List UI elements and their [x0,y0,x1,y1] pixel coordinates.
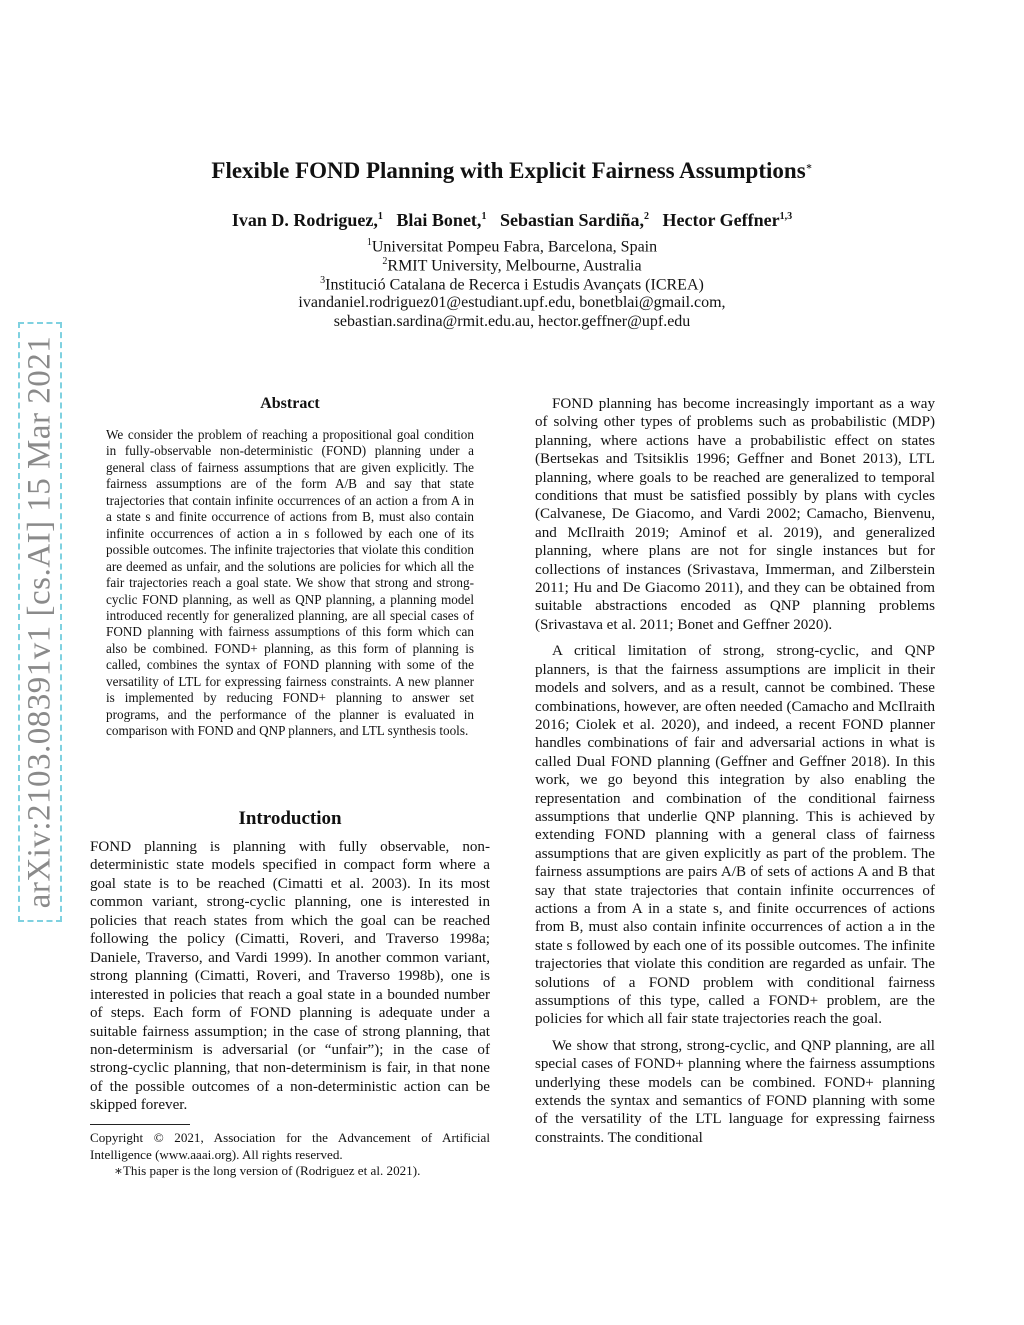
author-name: Ivan D. Rodriguez, [231,210,378,230]
affiliation-line [90,275,934,294]
author-affil-mark: 1 [377,211,383,222]
author-affil-mark: 1 [481,211,487,222]
paragraph: FOND planning is planning with fully observable, non-deterministic state models specified in compact form where a goal state is to be reached (Cimatti et al. 2003). In its most common variant, strong-cyclic planning, one is interested in policies that reach states from which the goal can be reached following the policy (Cimatti, Roveri, and Traverso 1998a; Daniele, Traverso, and Vardi 1999). In another common variant, strong planning (Cimatti, Roveri, and Traverso 1998b), one is interested in policies that reach a goal state in a bounded number of steps. Each form of FOND planning is adequate under a suitable fairness assumption; in the case of strong planning, that non-determinism is adversarial (or “unfair”); in the case of strong-cyclic planning, that non-determinism is fair, in that none of the possible outcomes of a non-deterministic action can be skipped forever. [90,839,490,1114]
copyright-notice: Copyright © 2021, Association for the Advancement of Artificial Intelligence (www.aaai.org). All rights reserved. [90,1130,490,1162]
affiliation-mark: 1 [366,237,372,248]
affiliation-mark: 2 [382,256,388,267]
paragraph: We show that strong, strong-cyclic, and QNP planning, are all special cases of FOND+ planning where the fairness assumptions underlying these models can be combined. FOND+ planning extends the syntax and semantics of FOND planning with some of the versatility of the LTL language for expressing fairness constraints. The conditional [535,1037,935,1146]
paper-title-text: Flexible FOND Planning with Explicit Fairness Assumptions [211,158,806,183]
author-list [90,210,934,231]
author-name: Blai Bonet, [396,210,482,230]
paragraph: FOND planning has become increasingly important as a way of solving other types of problems such as probabilistic (MDP) planning, where actions have a probabilistic effect on states (Bertsekas and Tsitsiklis 1996; Geffner and Bonet 2013), LTL planning, where goals to be reached are generalized to temporal conditions that must be satisfied possibly by plans with cycles (Calvanese, De Giacomo, and Vardi 2002; Camacho, Bienvenu, and McIlraith 2019; Aminof et al. 2019), and generalized planning, where plans are not for single instances but for collections of instances (Srivastava, Immerman, and Zilberstein 2011; Hu and De Giacomo 2011), and they can be obtained from suitable abstractions encoded as QNP planning problems (Srivastava et al. 2011; Bonet and Geffner 2020). [535,396,935,633]
title-footnote-mark: ∗ [805,161,813,173]
arxiv-identifier: arXiv:2103.08391v1 [cs.AI] 15 Mar 2021 [21,335,58,909]
affiliation-text: RMIT University, Melbourne, Australia [387,257,642,275]
affiliation-text: Universitat Pompeu Fabra, Barcelona, Spain [371,238,658,256]
author-affil-mark: 2 [643,211,649,222]
introduction-paragraph [90,838,490,1115]
affiliation-line [90,256,934,275]
affiliation-text: Institució Catalana de Recerca i Estudis Avançats (ICREA) [325,276,704,294]
paragraph: A critical limitation of strong, strong-cyclic, and QNP planners, is that the fairness assumptions are implicit in their models and solvers, and as a result, cannot be combined. These combinations, however, are often needed (Camacho and McIlraith 2016; Ciolek et al. 2020), and indeed, a recent FOND planner handles combinations of fair and adversarial actions in what is called Dual FOND planning (Geffner and Geffner 2018). In this work, we go beyond this integration by also enabling the representation and combination of the conditional fairness assumptions that underlie QNP planning. This is achieved by extending FOND planning with a general class of fairness assumptions that are given explicitly as part of the problem. The fairness assumptions are pairs A/B of sets of actions A and B that say that state trajectories that contain infinite occurrences of actions a from A in a state s, and finite occurrences of actions from B, must also contain infinite occurrences of action a in the state s followed by each one of its possible outcomes. The infinite trajectories that violate this condition are regarded as unfair. The solutions of a FOND problem with conditional fairness assumptions of this type, called a FOND+ problem, are the policies for which all fair state trajectories reach the goal. [535,643,935,1028]
author-name: Hector Geffner [662,210,780,230]
affiliation-line [90,237,934,256]
introduction-heading: Introduction [238,808,342,829]
paper-title [90,158,934,184]
author-affil-mark: 1,3 [779,211,793,222]
email-line: ivandaniel.rodriguez01@estudiant.upf.edu, bonetblai@gmail.com, [298,294,726,311]
right-column [535,395,935,1147]
abstract-heading: Abstract [260,395,320,412]
footnotes [90,1130,490,1180]
affiliation-mark: 3 [320,275,326,286]
email-line: sebastian.sardina@rmit.edu.au, hector.geffner@upf.edu [333,313,691,330]
footnote-rule [90,1124,190,1125]
author-name: Sebastian Sardiña, [499,210,644,230]
abstract-text: We consider the problem of reaching a propositional goal condition in fully-observable non-deterministic (FOND) planning under a general class of fairness assumptions that are given explicitly. The fairness assumptions are of the form A/B and say that state trajectories that contain infinite occurrences of an action a from A in a state s and finite occurrence of actions from B, must also contain infinite occurrences of action a in s followed by each one of its possible outcomes. The infinite trajectories that violate this condition are deemed as unfair, and the solutions are policies for which all the fair trajectories reach a goal state. We show that strong and strong-cyclic FOND planning, as well as QNP planning, a planning model introduced recently for generalized planning, are all special cases of FOND planning with fairness assumptions of this form which can also be combined. FOND+ planning, as this form of planning is called, combines the syntax of FOND planning with some of the versatility of LTL for expressing fairness constraints. A new planner is implemented by reducing FOND+ planning to answer set programs, and the performance of the planner is evaluated in comparison with FOND and QNP planners, and LTL synthesis tools. [106,427,474,739]
footnote-star: ∗This paper is the long version of (Rodriguez et al. 2021). [114,1163,421,1178]
